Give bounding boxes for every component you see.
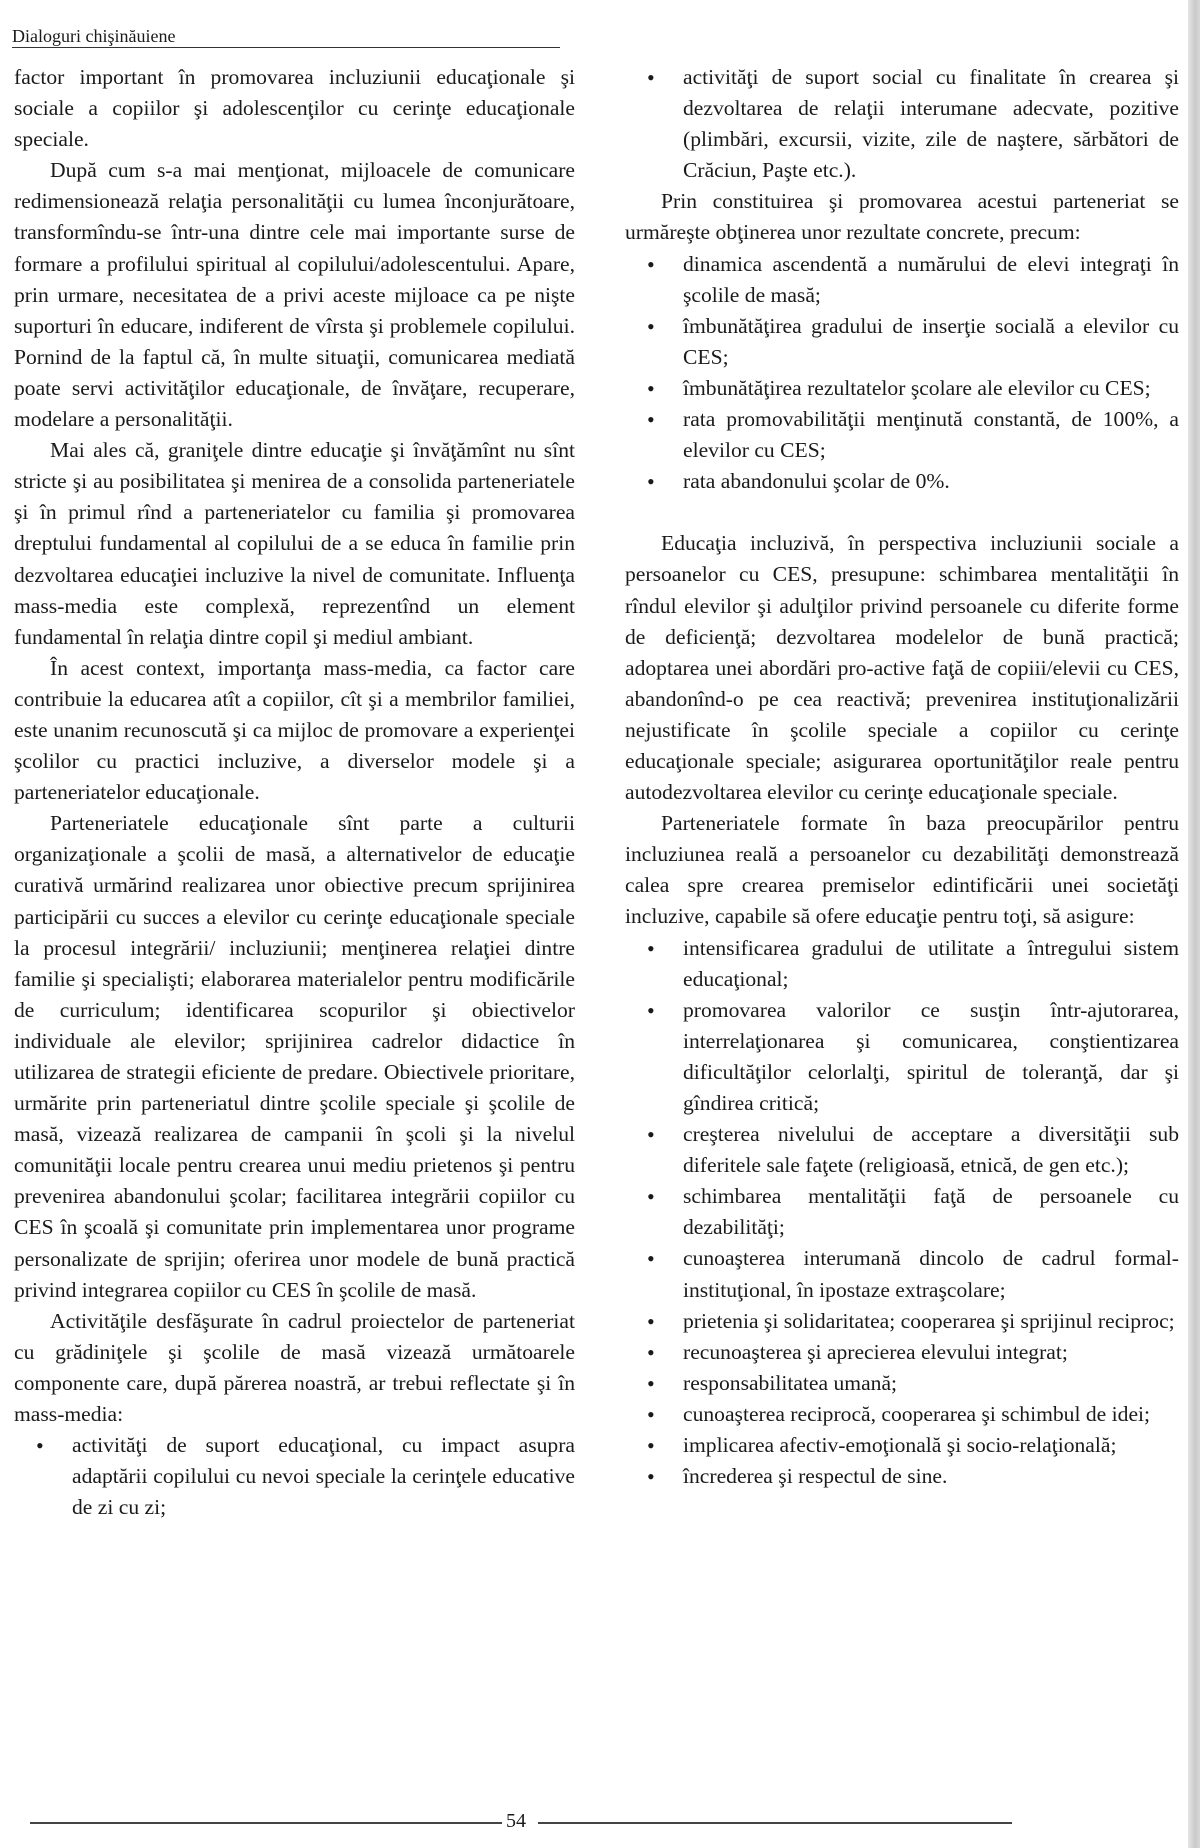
page-footer — [12, 1806, 1188, 1836]
list-item: • îmbunătăţirea rezultatelor şcolare ale elevilor cu CES; — [625, 373, 1179, 404]
list-item: • încrederea şi respectul de sine. — [625, 1461, 1179, 1492]
list-item: • dinamica ascendentă a numărului de elevi integraţi în şcolile de masă; — [625, 249, 1179, 311]
list-item: • intensificarea gradului de utilitate a întregului sistem educaţional; — [625, 933, 1179, 995]
footer-rule-right — [538, 1822, 1012, 1824]
paragraph: După cum s-a mai menţionat, mijloacele de comunicare redimensionează relaţia personalităţii cu lumea înconjurătoare, transformîndu-se într-una dintre cele mai importante surse de formare a profilului spiritual al copilului/adolescentului. Apare, prin urmare, necesitatea de a privi aceste mijloace ca pe nişte suporturi în educare, indiferent de vîrsta şi problemele copilului. Pornind de la faptul că, în multe situaţii, comunicarea mediată poate servi activităţilor educaţionale, de învăţare, recuperare, modelare a personalităţii. — [14, 158, 575, 432]
right-column — [625, 62, 1179, 1492]
list-item: • promovarea valorilor ce susţin într-ajutorarea, interrelaţionarea şi comunicarea, conştientizarea dificultăţilor celorlalţi, spiritul de toleranţă, dar şi gîndirea critică; — [625, 995, 1179, 1119]
list-item: • recunoaşterea şi aprecierea elevului integrat; — [625, 1337, 1179, 1368]
paragraph: factor important în promovarea incluziunii educaţionale şi sociale a copiilor şi adolescenţilor cu cerinţe educaţionale speciale. — [14, 65, 575, 152]
list-item: • rata promovabilităţii menţinută constantă, de 100%, a elevilor cu CES; — [625, 404, 1179, 466]
list-item: • responsabilitatea umană; — [625, 1368, 1179, 1399]
bullet-list — [625, 62, 1179, 186]
list-item: • activităţi de suport educaţional, cu impact asupra adaptării copilului cu nevoi speciale la cerinţele educative de zi cu zi; — [14, 1430, 575, 1523]
list-item: • cunoaşterea interumană dincolo de cadrul formal-instituţional, în ipostaze extraşcolare; — [625, 1243, 1179, 1305]
paragraph: Activităţile desfăşurate în cadrul proiectelor de parteneriat cu grădiniţele şi şcolile de masă vizează următoarele componente care, după părerea noastră, ar trebui reflectate şi în mass-media: — [14, 1308, 575, 1427]
paragraph: Mai ales că, graniţele dintre educaţie şi învăţămînt nu sînt stricte şi au posibilitatea şi menirea de a consolida parteneriatele şi în primul rînd a parteneriatelor cu familia şi promovarea dreptului fundamental al copilului de a se educa în familie prin dezvoltarea educaţiei incluzive la nivel de comunitate. Influenţa mass-media este complexă, reprezentînd un element fundamental în relaţia dintre copil şi mediul ambiant. — [14, 438, 575, 649]
list-item: • prietenia şi solidaritatea; cooperarea şi sprijinul reciproc; — [625, 1306, 1179, 1337]
list-item: • cunoaşterea reciprocă, cooperarea şi schimbul de idei; — [625, 1399, 1179, 1430]
running-head: Dialoguri chişinăuiene — [12, 26, 560, 48]
paragraph: Prin constituirea şi promovarea acestui parteneriat se urmăreşte obţinerea unor rezultate concrete, precum: — [625, 189, 1179, 245]
footer-rule-left — [30, 1822, 502, 1824]
list-item: • activităţi de suport social cu finalitate în crearea şi dezvoltarea de relaţii interumane adecvate, pozitive (plimbări, excursii, vizite, zile de naştere, sărbători de Crăciun, Paşte etc.). — [625, 62, 1179, 186]
left-column — [14, 62, 575, 1523]
results-list — [625, 249, 1179, 498]
bullet-list — [14, 1430, 575, 1523]
paragraph: Parteneriatele formate în baza preocupărilor pentru incluziunea reală a persoanelor cu dezabilităţi demonstrează calea spre crearea premiselor edintificării unei societăţi incluzive, capabile să ofere educaţie pentru toţi, să asigure: — [625, 811, 1179, 929]
paragraph: Parteneriatele educaţionale sînt parte a culturii organizaţionale a şcolii de masă, a alternativelor de educaţie curativă urmărind realizarea unor obiective precum sprijinirea participării cu succes a elevilor cu cerinţe educaţionale speciale la procesul integrării/ incluziunii; menţinerea relaţiei dintre familie şi specialişti; elaborarea materialelor pentru modificările de curriculum; identificarea scopurilor şi obiectivelor individuale ale elevilor; sprijinirea cadrelor didactice în utilizarea de strategii eficiente de predare. Obiectivele prioritare, urmărite prin parteneriatul dintre şcolile speciale şi şcolile de masă, vizează realizarea de campanii în şcoli şi la nivelul comunităţii locale pentru crearea unui mediu prietenos şi pentru prevenirea abandonului şcolar; facilitarea integrării copiilor cu CES în şcoală şi comunitate prin implementarea unor programe personalizate de sprijin; oferirea unor modele de bună practică privind integrarea copiilor cu CES în şcolile de masă. — [14, 811, 575, 1302]
page-number: 54 — [506, 1810, 526, 1832]
paragraph: Educaţia incluzivă, în perspectiva incluziunii sociale a persoanelor cu CES, presupune: schimbarea mentalităţii în rîndul elevilor şi adulţilor privind persoanele cu diferite forme de deficienţă; dezvoltarea modelelor de bună practică; adoptarea unei abordări pro-active faţă de copiii/elevii cu CES, abandonînd-o pe cea reactivă; prevenirea instituţionalizării nejustificate în şcolile speciale a copiilor cu cerinţe educaţionale speciale; asigurarea oportunităţilor reale pentru autodezvoltarea elevilor cu cerinţe educaţionale speciale. — [625, 531, 1179, 805]
scan-edge — [1188, 0, 1200, 1848]
list-item: • creşterea nivelului de acceptare a diversităţii sub diferitele sale faţete (religioasă, etnică, de gen etc.); — [625, 1119, 1179, 1181]
list-item: • schimbarea mentalităţii faţă de persoanele cu dezabilităţi; — [625, 1181, 1179, 1243]
list-item: • rata abandonului şcolar de 0%. — [625, 466, 1179, 497]
list-item: • implicarea afectiv-emoţională şi socio-relaţională; — [625, 1430, 1179, 1461]
paragraph: În acest context, importanţa mass-media, ca factor care contribuie la educarea atît a copiilor, cît şi a membrilor familiei, este unanim recunoscută şi ca mijloc de promovare a experienţei şcolilor cu practici incluzive, a diverselor modele şi a parteneriatelor educaţionale. — [14, 655, 575, 805]
ensures-list — [625, 933, 1179, 1493]
list-item: • îmbunătăţirea gradului de inserţie socială a elevilor cu CES; — [625, 311, 1179, 373]
